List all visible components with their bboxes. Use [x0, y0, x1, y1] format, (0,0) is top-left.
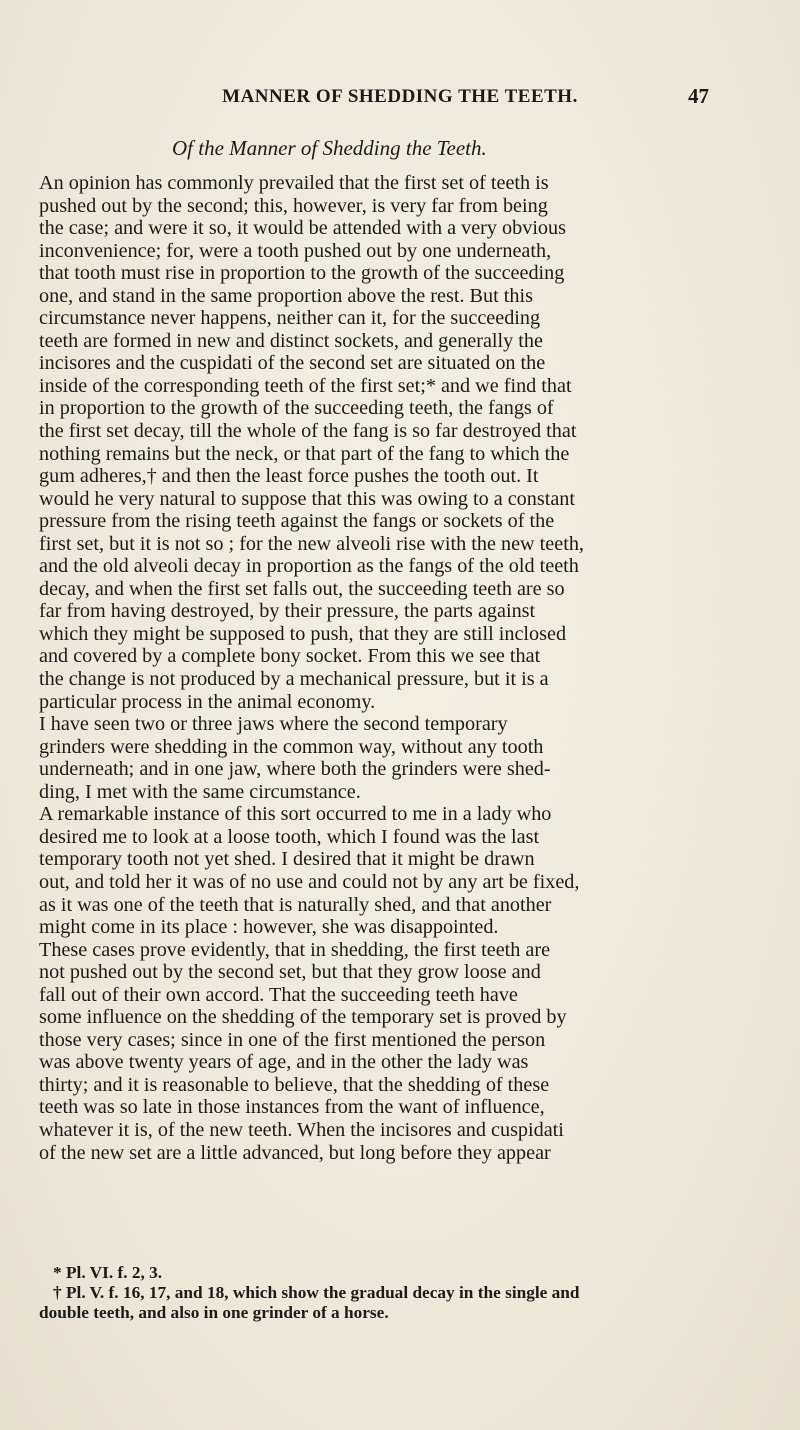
body-line: These cases prove evidently, that in shedding, the first teeth are: [39, 938, 551, 961]
body-line: those very cases; since in one of the first mentioned the person: [39, 1028, 546, 1051]
body-line: whatever it is, of the new teeth. When the incisores and cuspidati: [39, 1118, 564, 1141]
body-line: desired me to look at a loose tooth, which I found was the last: [39, 825, 540, 848]
body-line: thirty; and it is reasonable to believe, that the shedding of these: [39, 1073, 550, 1096]
body-line: nothing remains but the neck, or that part of the fang to which the: [39, 442, 570, 465]
body-line: out, and told her it was of no use and could not by any art be fixed,: [39, 870, 580, 893]
body-line: might come in its place : however, she was disappointed.: [39, 916, 499, 939]
body-line: fall out of their own accord. That the succeeding teeth have: [39, 983, 518, 1006]
body-line: pressure from the rising teeth against the fangs or sockets of the: [39, 510, 555, 533]
body-line: would he very natural to suppose that this was owing to a constant: [39, 487, 575, 510]
footnotes: [39, 1263, 755, 1323]
body-line: decay, and when the first set falls out, the succeeding teeth are so: [39, 577, 565, 600]
footnote-2-continued: double teeth, and also in one grinder of a horse.: [39, 1303, 389, 1322]
body-line: which they might be supposed to push, that they are still inclosed: [39, 622, 567, 645]
body-line: incisores and the cuspidati of the second set are situated on the: [39, 352, 546, 375]
body-line: ding, I met with the same circumstance.: [39, 780, 361, 803]
body-line: gum adheres,† and then the least force pushes the tooth out. It: [39, 465, 539, 488]
section-title: Of the Manner of Shedding the Teeth.: [172, 136, 487, 160]
body-line: and the old alveoli decay in proportion as the fangs of the old teeth: [39, 555, 579, 578]
body-line: some influence on the shedding of the temporary set is proved by: [39, 1006, 567, 1029]
body-line: A remarkable instance of this sort occurred to me in a lady who: [39, 803, 552, 826]
body-line: the case; and were it so, it would be attended with a very obvious: [39, 217, 566, 240]
body-line: first set, but it is not so ; for the new alveoli rise with the new teeth,: [39, 532, 584, 555]
body-line: in proportion to the growth of the succeeding teeth, the fangs of: [39, 397, 554, 420]
body-line: underneath; and in one jaw, where both the grinders were shed-: [39, 758, 551, 781]
body-line: of the new set are a little advanced, but long before they appear: [39, 1141, 551, 1164]
running-head: MANNER OF SHEDDING THE TEETH.: [222, 86, 578, 107]
body-line: teeth was so late in those instances from the want of influence,: [39, 1096, 545, 1119]
body-line: far from having destroyed, by their pressure, the parts against: [39, 600, 536, 623]
body-line: An opinion has commonly prevailed that the first set of teeth is: [39, 172, 549, 194]
footnote-1: * Pl. VI. f. 2, 3.: [53, 1263, 163, 1282]
body-line: I have seen two or three jaws where the second temporary: [39, 713, 508, 736]
body-line: and covered by a complete bony socket. From this we see that: [39, 645, 541, 668]
body-line: was above twenty years of age, and in the other the lady was: [39, 1051, 529, 1074]
body-line: the first set decay, till the whole of the fang is so far destroyed that: [39, 420, 577, 443]
body-line: inside of the corresponding teeth of the first set;* and we find that: [39, 374, 572, 397]
body-line: circumstance never happens, neither can it, for the succeeding: [39, 307, 541, 330]
body-line: that tooth must rise in proportion to the growth of the succeeding: [39, 262, 565, 285]
body-text: [39, 172, 749, 1164]
body-line: grinders were shedding in the common way, without any tooth: [39, 735, 544, 758]
page-number: 47: [688, 84, 709, 108]
body-line: pushed out by the second; this, however, is very far from being: [39, 194, 548, 217]
footnote-2: † Pl. V. f. 16, 17, and 18, which show the gradual decay in the single and: [53, 1283, 580, 1302]
body-line: inconvenience; for, were a tooth pushed out by one underneath,: [39, 239, 552, 262]
body-line: not pushed out by the second set, but that they grow loose and: [39, 961, 541, 984]
body-line: as it was one of the teeth that is naturally shed, and that another: [39, 893, 552, 916]
body-line: the change is not produced by a mechanical pressure, but it is a: [39, 668, 549, 691]
body-line: particular process in the animal economy.: [39, 690, 376, 713]
body-line: one, and stand in the same proportion above the rest. But this: [39, 284, 533, 307]
body-line: teeth are formed in new and distinct sockets, and generally the: [39, 329, 543, 352]
body-line: temporary tooth not yet shed. I desired that it might be drawn: [39, 848, 535, 871]
